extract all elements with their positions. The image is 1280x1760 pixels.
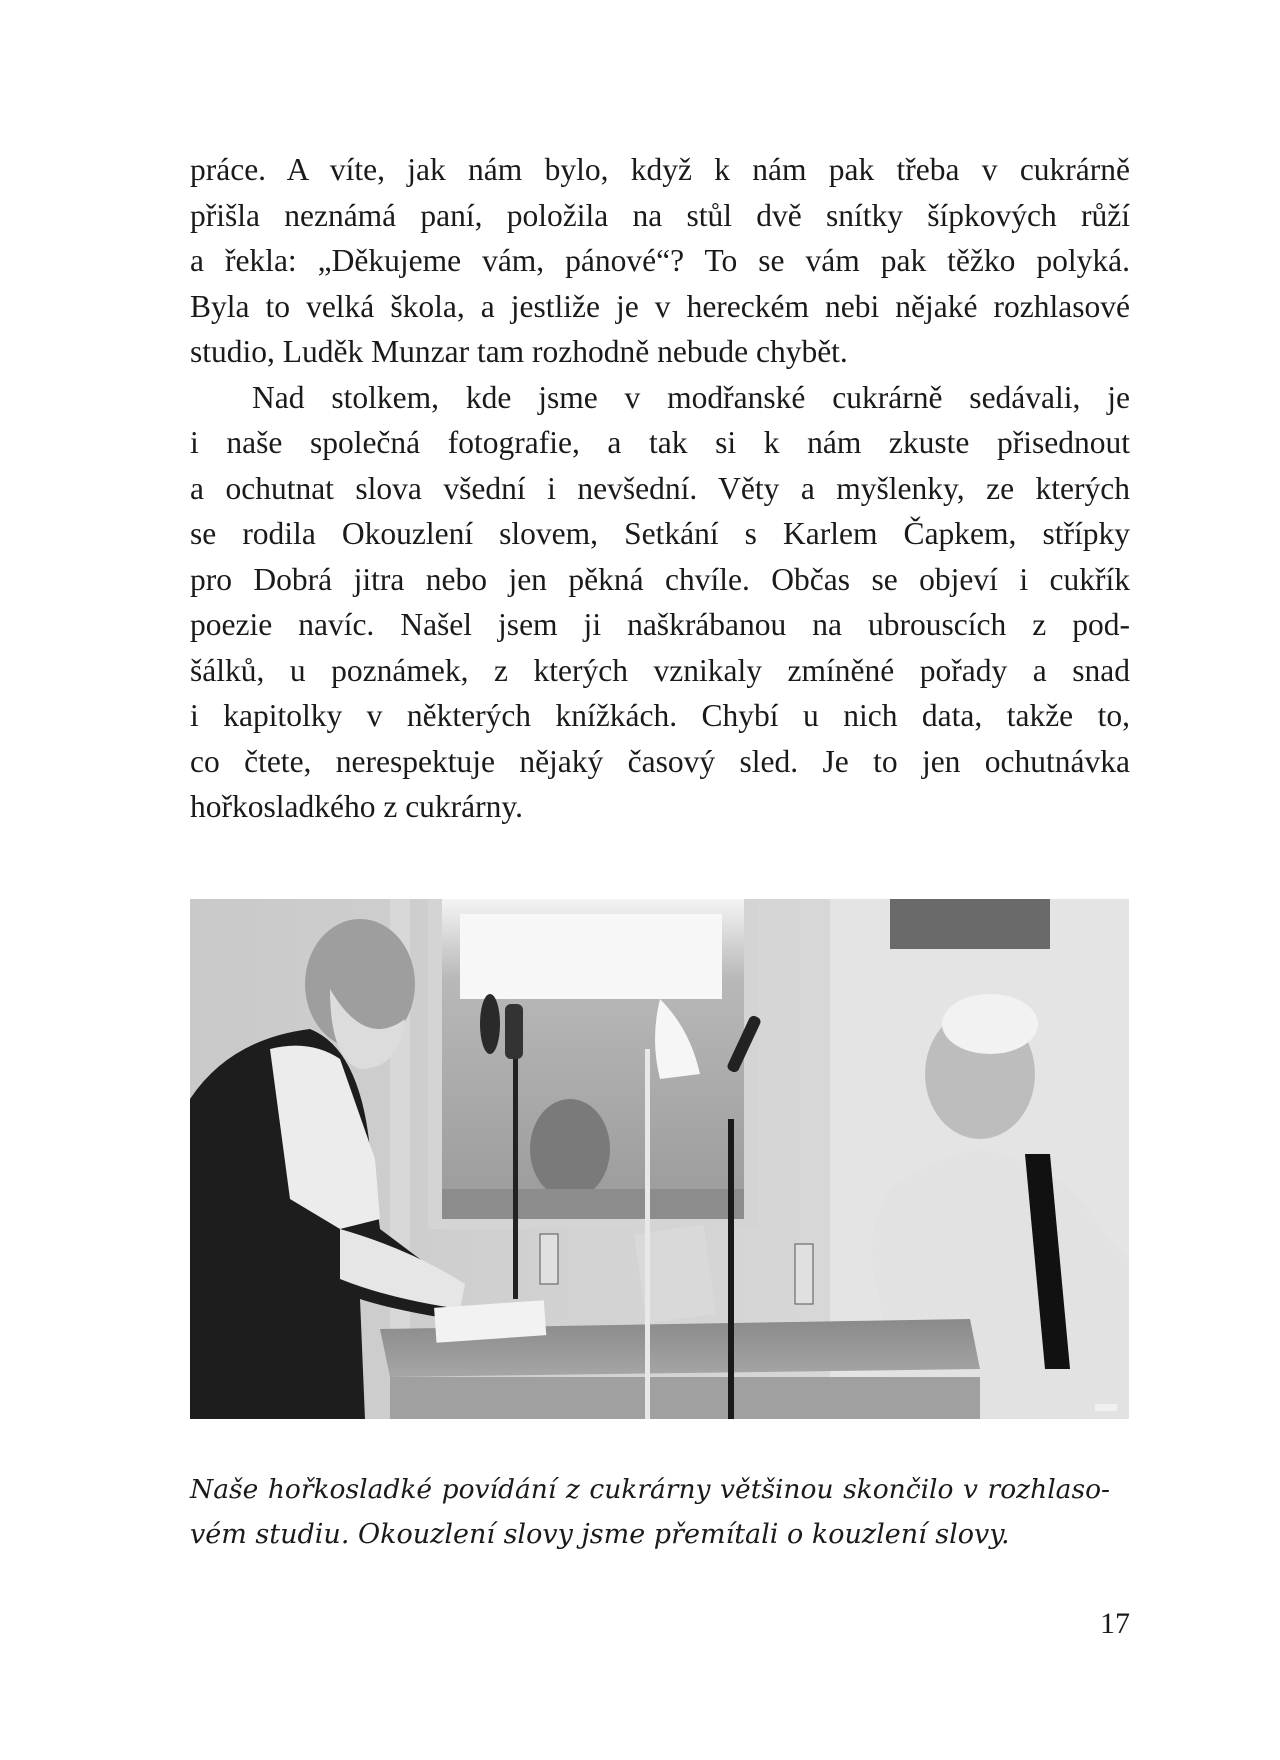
text-line: šálků, u poznámek, z kterých vznikaly zmíněné pořady a snad bbox=[190, 652, 1130, 688]
text-line: co čtete, nerespektuje nějaký časový sled. Je to jen ochutnávka bbox=[190, 743, 1130, 779]
text-line: Nad stolkem, kde jsme v modřanské cukrárně sedávali, je bbox=[252, 379, 1130, 415]
text-line: přišla neznámá paní, položila na stůl dvě snítky šípkových růží bbox=[190, 197, 1130, 233]
right-man-hair bbox=[942, 994, 1038, 1054]
text-line: hořkosladkého z cukrárny. bbox=[190, 789, 523, 824]
studio-photo-illustration bbox=[190, 899, 1129, 1419]
photo-caption bbox=[190, 1467, 1110, 1557]
text-line: i naše společná fotografie, a tak si k nám zkuste přisednout bbox=[190, 425, 1130, 460]
studio-photo bbox=[190, 899, 1129, 1419]
paragraph-1 bbox=[190, 147, 1130, 375]
reflected-person bbox=[530, 1099, 610, 1199]
text-line: i kapitolky v některých knížkách. Chybí u nich data, takže to, bbox=[190, 698, 1130, 733]
mic-stand-right bbox=[728, 1119, 734, 1419]
mic-stand-left bbox=[513, 1049, 518, 1299]
text-line: a ochutnat slova všední i nevšední. Věty a myšlenky, ze kterých bbox=[190, 470, 1130, 506]
text-line: se rodila Okouzlení slovem, Setkání s Karlem Čapkem, střípky bbox=[190, 516, 1130, 551]
water-glass bbox=[795, 1244, 813, 1304]
caption-line: vém studiu. Okouzlení slovy jsme přemítali o kouzlení slovy. bbox=[190, 1519, 1010, 1550]
text-line: práce. A víte, jak nám bylo, když k nám pak třeba v cukrárně bbox=[190, 152, 1130, 187]
text-line: Byla to velká škola, a jestliže je v hereckém nebi nějaké rozhlasové bbox=[190, 288, 1130, 324]
text-line: a řekla: „Děkujeme vám, pánové“? To se vám pak těžko polyká. bbox=[190, 243, 1130, 278]
control-desk bbox=[442, 1189, 744, 1219]
speaker-box bbox=[890, 899, 1050, 949]
ceiling-light bbox=[460, 914, 722, 999]
lamp-pole bbox=[645, 1049, 650, 1419]
text-line: poezie navíc. Našel jsem ji naškrábanou na ubrouscích z pod- bbox=[190, 607, 1130, 642]
caption-line: Naše hořkosladké povídání z cukrárny většinou skončilo v rozhlaso- bbox=[190, 1474, 1110, 1505]
photo-credit-mark bbox=[1095, 1404, 1117, 1411]
paragraph-2 bbox=[190, 375, 1130, 830]
pop-filter bbox=[480, 994, 500, 1054]
page-number: 17 bbox=[1100, 1607, 1130, 1640]
table-front bbox=[390, 1377, 980, 1419]
body-text bbox=[190, 147, 1130, 830]
text-line: studio, Luděk Munzar tam rozhodně nebude chybět. bbox=[190, 334, 848, 369]
water-glass bbox=[540, 1234, 558, 1284]
microphone-left bbox=[505, 1004, 523, 1059]
text-line: pro Dobrá jitra nebo jen pěkná chvíle. Občas se objeví i cukřík bbox=[190, 561, 1130, 597]
